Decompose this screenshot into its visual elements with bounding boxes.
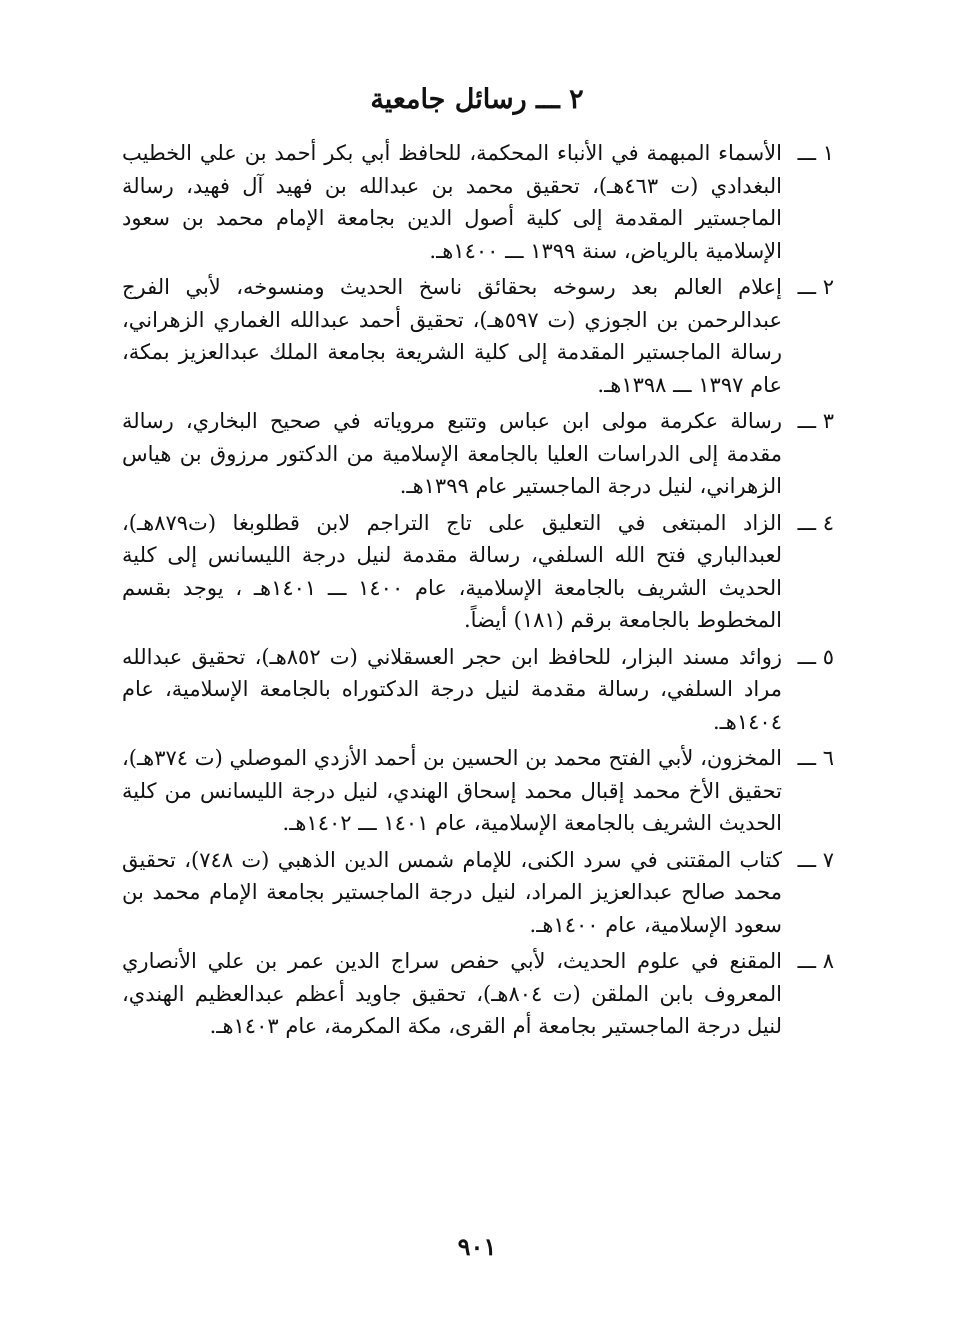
entry-text: الزاد المبتغى في التعليق على تاج التراجم لابن قطلوبغا (ت٨٧٩هـ)، لعبدالباري فتح الله السلفي، رسالة مقدمة لنيل درجة الليسانس إلى كلية الحديث الشريف بالجامعة الإسلامية، عام ١٤٠٠ ـــ ١٤٠١هـ ، يوجد بقسم المخطوط بالجامعة برقم (١٨١) أيضاً. [122, 510, 783, 632]
entry-number: ٧ ـــ [797, 847, 834, 872]
list-item [122, 945, 834, 1043]
list-item [122, 742, 834, 840]
entry-text: الأسماء المبهمة في الأنباء المحكمة، للحافظ أبي بكر أحمد بن علي الخطيب البغدادي (ت ٤٦٣هـ)، تحقيق محمد بن عبدالله بن فهيد آل فهيد، رسالة الماجستير المقدمة إلى كلية أصول الدين بجامعة الإمام محمد بن سعود الإسلامية بالرياض، سنة ١٣٩٩ ـــ ١٤٠٠هـ. [122, 141, 782, 263]
entry-number: ٨ ـــ [797, 949, 834, 973]
entry-number: ٣ ـــ [797, 409, 834, 433]
entries-list [122, 137, 834, 1047]
section-title: ٢ ـــ رسائل جامعية [370, 84, 584, 115]
entry-text: كتاب المقتنى في سرد الكنى، للإمام شمس الدين الذهبي (ت ٧٤٨)، تحقيق محمد صالح عبدالعزيز المراد، لنيل درجة الماجستير بجامعة الإمام محمد بن سعود الإسلامية، عام ١٤٠٠هـ. [122, 847, 782, 937]
entry-number: ٥ ـــ [797, 644, 834, 669]
page-number: ٩٠١ [457, 1232, 497, 1261]
entry-text: المقنع في علوم الحديث، لأبي حفص سراج الدين عمر بن علي الأنصاري المعروف بابن الملقن (ت ٨٠٤هـ)، تحقيق جاويد أعظم عبدالعظيم الهندي، لنيل درجة الماجستير بجامعة أم القرى، مكة المكرمة، عام ١٤٠٣هـ. [122, 949, 782, 1038]
entry-text: رسالة عكرمة مولى ابن عباس وتتبع مروياته في صحيح البخاري، رسالة مقدمة إلى الدراسات العليا بالجامعة الإسلامية من الدكتور مرزوق بن هياس الزهراني، لنيل درجة الماجستير عام ١٣٩٩هـ. [122, 409, 782, 498]
list-item [122, 405, 834, 503]
list-item [122, 271, 834, 401]
list-item [122, 641, 834, 739]
entry-number: ١ ـــ [797, 141, 834, 165]
entry-text: المخزون، لأبي الفتح محمد بن الحسين بن أحمد الأزدي الموصلي (ت ٣٧٤هـ)، تحقيق الأخ محمد إقبال محمد إسحاق الهندي، لنيل درجة الليسانس من كلية الحديث الشريف بالجامعة الإسلامية، عام ١٤٠١ ـــ ١٤٠٢هـ. [122, 746, 782, 835]
entry-number: ٦ ـــ [797, 746, 834, 770]
list-item [122, 844, 834, 942]
list-item [122, 137, 834, 267]
list-item [122, 507, 834, 637]
entry-text: إعلام العالم بعد رسوخه بحقائق ناسخ الحديث ومنسوخه، لأبي الفرج عبدالرحمن بن الجوزي (ت ٥٩٧هـ)، تحقيق أحمد عبدالله الغماري الزهراني، رسالة الماجستير المقدمة إلى كلية الشريعة بجامعة الملك عبدالعزيز بمكة، عام ١٣٩٧ ـــ ١٣٩٨هـ. [122, 275, 782, 397]
entry-text: زوائد مسند البزار، للحافظ ابن حجر العسقلاني (ت ٨٥٢هـ)، تحقيق عبدالله مراد السلفي، رسالة مقدمة لنيل درجة الدكتوراه بالجامعة الإسلامية، عام ١٤٠٤هـ. [122, 644, 782, 734]
entry-number: ٢ ـــ [797, 275, 834, 299]
entry-number: ٤ ـــ [797, 510, 834, 535]
